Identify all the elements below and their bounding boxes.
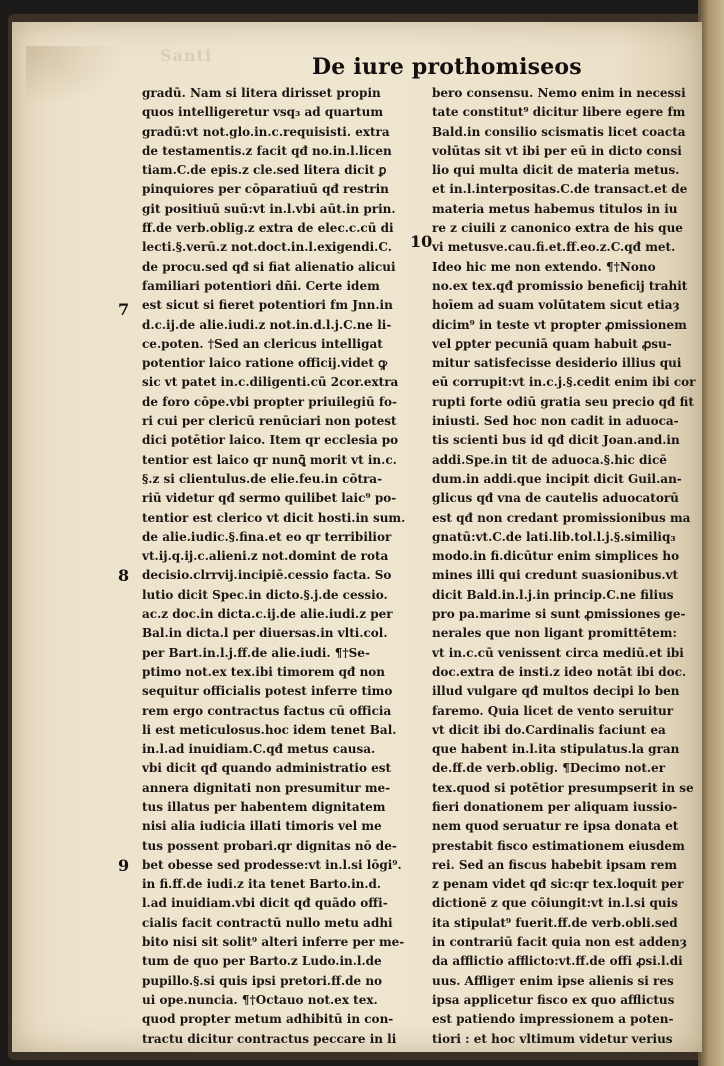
text-line: uus. Affligeт enim ipse alienis si res [432, 973, 674, 988]
text-line: de testamentis.z facit qđ no.in.l.licen [142, 143, 392, 158]
text-line: vi metusve.cau.fi.et.ff.eo.z.C.qđ met. [432, 240, 676, 255]
text-line: de procu.sed qđ si fiat alienatio alicui [142, 259, 396, 274]
text-line: eū corrupit:vt in.c.j.§.cedit enim ibi cor [432, 375, 696, 390]
text-line: tus illatus per habentem dignitatem [142, 799, 386, 814]
text-line: z penam videt qđ sic:qr tex.loquit per [432, 877, 684, 892]
text-line: gradū. Nam si litera dirisset propin [142, 86, 381, 100]
text-line: de alie.iudic.§.fina.et eo qr terribilior [142, 529, 392, 544]
text-line: l.ad inuidiam.vbi dicit qđ quādo offi- [142, 896, 388, 911]
right-text-column [432, 84, 698, 1049]
text-line: riū videtur qđ sermo quilibet laic⁹ po- [142, 491, 397, 506]
text-line: dictionē z que cōiungit:vt in.l.si quis [432, 896, 678, 911]
text-line: bet obesse sed prodesse:vt in.l.si lōgi⁹. [142, 857, 402, 872]
text-line: in fi.ff.de iudi.z ita tenet Barto.in.d. [142, 877, 382, 892]
text-line: ptimo not.ex tex.ibi timorem qđ non [142, 664, 386, 679]
text-line: dicit Bald.in.l.j.in princip.C.ne filius [432, 587, 674, 602]
text-line: tex.quod si potētior presumpserit in se [432, 780, 694, 795]
margin-number-7: 7 [118, 300, 130, 319]
text-line: bero consensu. Nemo enim in necessi [432, 86, 686, 100]
text-line: ui ope.nuncia. ¶†Octauo not.ex tex. [142, 992, 378, 1007]
text-line: potentior laico ratione officij.videt ꝙ [142, 356, 388, 371]
text-line: modo.in fi.dicūtur enim simplices ho [432, 549, 680, 564]
text-line: vt.ij.q.ij.c.alieni.z not.domint de rota [142, 549, 389, 564]
text-line: sequitur officialis potest inferre timo [142, 684, 393, 699]
text-line: da afflictio afflicto:vt.ff.de offi ꝓsi.l.di [432, 954, 683, 969]
text-line: in contrariū facit quia non est addenȝ [432, 935, 688, 950]
text-line: in.l.ad inuidiam.C.qđ metus causa. [142, 742, 376, 757]
text-line: est sicut si fieret potentiori fm Jnn.in [142, 298, 393, 313]
text-line: prestabit fisco estimationem eiusdem [432, 838, 685, 853]
text-line: gnatū:vt.C.de lati.lib.tol.l.j.§.similiq₃ [432, 529, 676, 544]
text-line: pro pa.marime si sunt ꝓmissiones ge- [432, 607, 686, 622]
text-line: lutio dicit Spec.in dicto.§.j.de cessio. [142, 587, 388, 602]
text-line: lio qui multa dicit de materia metus. [432, 163, 680, 178]
text-line: vel ꝑpter pecuniā quam habuit ꝓsu- [432, 336, 672, 351]
text-line: tate constitut⁹ dicitur libere egere fm [432, 105, 686, 120]
text-line: vt in.c.cū venissent circa mediū.et ibi [432, 645, 684, 660]
text-line: dum.in addi.que incipit dicit Guil.an- [432, 471, 682, 486]
text-line: quod propter metum adhibitū in con- [142, 1012, 394, 1027]
text-line: d.c.ij.de alie.iudi.z not.in.d.l.j.C.ne li- [142, 317, 392, 332]
text-line: sic vt patet in.c.diligenti.cū 2cor.extra [142, 375, 399, 390]
text-line: quos intelligeretur vsq₃ ad quartum [142, 105, 384, 120]
text-line: mitur satisfecisse desiderio illius qui [432, 356, 682, 371]
text-line: faremo. Quia licet de vento seruitur [432, 703, 674, 718]
text-line: dici potētior laico. Item qr ecclesia po [142, 433, 399, 448]
text-line: Bald.in consilio scismatis licet coacta [432, 124, 686, 139]
text-line: pinquiores per cōparatiuū qđ restrin [142, 182, 389, 197]
text-line: ff.de verb.oblig.z extra de elec.c.cū di [142, 221, 394, 236]
left-text-column [142, 84, 414, 1049]
text-line: et in.l.interpositas.C.de transact.et de [432, 182, 688, 197]
text-line: cialis facit contractū nullo metu adhi [142, 915, 393, 930]
margin-number-10: 10 [410, 232, 433, 251]
margin-number-9: 9 [118, 856, 130, 875]
text-line: tis scienti bus id qđ dicit Joan.and.in [432, 433, 680, 448]
text-line: Bal.in dicta.l per diuersas.in vlti.col. [142, 626, 388, 641]
text-line: de foro cōpe.vbi propter priuilegiū fo- [142, 394, 398, 409]
text-line: git positiuū suū:vt in.l.vbi aūt.in prin. [142, 201, 396, 216]
text-line: tus possent probari.qr dignitas nō de- [142, 838, 397, 853]
bleed-through-text: Santi [160, 46, 213, 65]
text-line: per Bart.in.l.j.ff.de alie.iudi. ¶†Se- [142, 645, 370, 660]
text-line: nem quod seruatur re ipsa donata et [432, 819, 679, 834]
text-line: tum de quo per Barto.z Ludo.in.l.de [142, 954, 382, 969]
text-line: volūtas sit vt ibi per eū in dicto consi [432, 143, 682, 158]
text-line: de.ff.de verb.oblig. ¶Decimo not.er [432, 761, 666, 776]
text-line: vt dicit ibi do.Cardinalis faciunt ea [432, 722, 666, 737]
text-line: nisi alia iudicia illati timoris vel me [142, 819, 382, 834]
running-head: De iure prothomiseos [312, 54, 582, 80]
text-line: ce.poten. †Sed an clericus intelligat [142, 336, 383, 351]
text-line: nerales que non ligant promittētem: [432, 626, 677, 641]
text-line: bito nisi sit solit⁹ alteri inferre per me- [142, 935, 405, 950]
text-line: ipsa applicetur fisco ex quo afflictus [432, 992, 675, 1007]
text-line: rei. Sed an fiscus habebit ipsam rem [432, 857, 678, 872]
text-line: doc.extra de insti.z ideo notāt ibi doc. [432, 664, 687, 679]
text-line: tractu dicitur contractus peccare in li [142, 1031, 397, 1046]
text-line: tentior est laico qr nunꝗ̄ morit vt in.c. [142, 452, 397, 467]
text-line: est patiendo impressionem a poten- [432, 1012, 674, 1027]
text-line: gradū:vt not.glo.in.c.requisisti. extra [142, 124, 390, 139]
text-line: dicim⁹ in teste vt propter ꝓmissionem [432, 317, 687, 332]
text-line: decisio.clrrvij.incipiē.cessio facta. So [142, 568, 392, 583]
text-line: tiam.C.de epis.z cle.sed litera dicit ꝑ [142, 163, 387, 178]
margin-number-8: 8 [118, 566, 130, 585]
text-line: hoīem ad suam volūtatem sicut etiaȝ [432, 298, 680, 313]
text-line: ac.z doc.in dicta.c.ij.de alie.iudi.z per [142, 607, 393, 622]
text-line: ita stipulat⁹ fuerit.ff.de verb.obli.sed [432, 915, 678, 930]
text-line: Ideo hic me non extendo. ¶†Nono [432, 259, 656, 274]
text-line: no.ex tex.qđ promissio beneficij trahit [432, 278, 688, 293]
text-line: materia metus habemus titulos in iu [432, 201, 678, 216]
text-line: pupillo.§.si quis ipsi pretori.ff.de no [142, 973, 383, 988]
text-line: est qđ non credant promissionibus ma [432, 510, 691, 525]
text-line: annera dignitati non presumitur me- [142, 780, 391, 795]
text-line: rupti forte odiū gratia seu precio qđ fit [432, 394, 694, 409]
text-line: vbi dicit qđ quando administratio est [142, 761, 392, 776]
text-line: mines illi qui credunt suasionibus.vt [432, 568, 679, 583]
text-line: tentior est clerico vt dicit hosti.in sum. [142, 510, 406, 525]
text-line: rem ergo contractus factus cū officia [142, 703, 392, 718]
text-line: ri cui per clericū renūciari non potest [142, 414, 397, 429]
text-line: glicus qđ vna de cautelis aduocatorū [432, 491, 679, 506]
text-line: que habent in.l.ita stipulatus.la gran [432, 742, 680, 757]
text-line: tiori : et hoc vltimum videtur verius [432, 1031, 673, 1046]
text-line: li est meticulosus.hoc idem tenet Bal. [142, 722, 397, 737]
text-line: iniusti. Sed hoc non cadit in aduoca- [432, 414, 679, 429]
text-line: addi.Spe.in tit de aduoca.§.hic dicē [432, 452, 667, 467]
text-line: familiari potentiori dñi. Certe idem [142, 278, 380, 293]
text-line: lecti.§.verū.z not.doct.in.l.exigendi.C. [142, 240, 392, 255]
text-line: illud vulgare qđ multos decipi lo ben [432, 684, 680, 699]
page-stain [26, 46, 126, 106]
text-line: re z ciuili z canonico extra de his que [432, 221, 683, 236]
text-line: fieri donationem per aliquam iussio- [432, 799, 678, 814]
text-line: §.z si clientulus.de elie.feu.in cōtra- [142, 471, 383, 486]
